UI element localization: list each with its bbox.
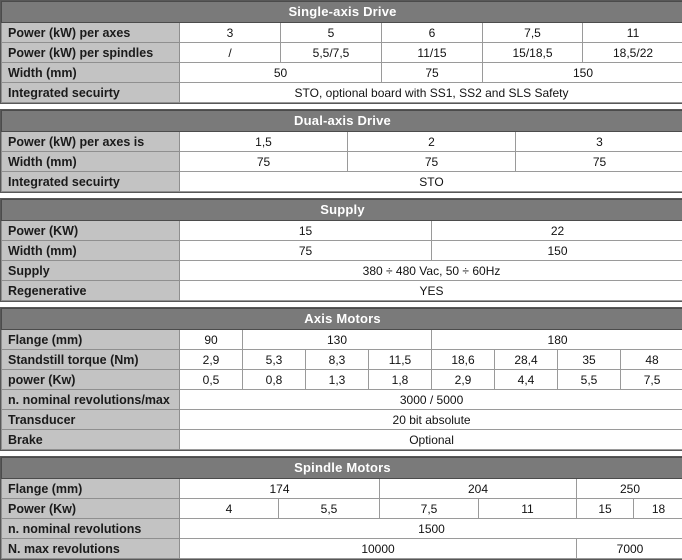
spec-value: 7000 [577,539,682,559]
section-title: Supply [2,200,682,221]
spec-value: 7,5 [483,23,583,43]
spec-value: 8,3 [306,350,369,370]
row-label: Flange (mm) [2,330,180,350]
spec-value: 150 [432,241,682,261]
spec-value: 15 [577,499,634,519]
section-title: Axis Motors [2,309,682,330]
table-row [2,172,682,192]
spec-value: 2,9 [432,370,495,390]
spec-table-supply [1,199,682,301]
section-header-row [2,458,682,479]
spec-value: 2,9 [180,350,243,370]
row-label: Brake [2,430,180,450]
spec-value: 75 [180,241,432,261]
spec-value: 4 [180,499,279,519]
section-header-row [2,2,682,23]
spec-value: 5,5 [558,370,621,390]
spec-value: 48 [621,350,682,370]
spec-value: 1,5 [180,132,348,152]
spec-value: / [180,43,281,63]
row-label: n. nominal revolutions/max [2,390,180,410]
table-row [2,430,682,450]
spec-value: 1,8 [369,370,432,390]
spec-value: Optional [180,430,682,450]
table-row [2,261,682,281]
spec-value: STO, optional board with SS1, SS2 and SLS Safety [180,83,682,103]
spec-value: 380 ÷ 480 Vac, 50 ÷ 60Hz [180,261,682,281]
spec-value: 5,3 [243,350,306,370]
spec-value: 150 [483,63,682,83]
spec-value: 18,5/22 [583,43,682,63]
spec-value: 75 [180,152,348,172]
spec-table-dual-axis-drive [1,110,682,192]
spec-table-spindle-motors [1,457,682,559]
spec-value: 75 [516,152,682,172]
spec-value: 28,4 [495,350,558,370]
spec-value: 0,5 [180,370,243,390]
table-row [2,499,682,519]
spec-value: YES [180,281,682,301]
row-label: Integrated secuirty [2,172,180,192]
spec-value: 22 [432,221,682,241]
spec-value: 130 [243,330,432,350]
spec-value: 18 [634,499,682,519]
section-axis-motors [0,307,682,451]
spec-value: 3000 / 5000 [180,390,682,410]
spec-value: 10000 [180,539,577,559]
row-label: Regenerative [2,281,180,301]
table-row [2,43,682,63]
row-label: Supply [2,261,180,281]
row-label: Power (kW) per axes [2,23,180,43]
row-label: Standstill torque (Nm) [2,350,180,370]
row-label: power (Kw) [2,370,180,390]
spec-value: 18,6 [432,350,495,370]
spec-value: 11 [583,23,682,43]
table-row [2,370,682,390]
spec-value: 1500 [180,519,682,539]
spec-value: 50 [180,63,382,83]
table-row [2,410,682,430]
table-row [2,132,682,152]
spec-value: 5,5/7,5 [281,43,382,63]
section-supply [0,198,682,302]
spec-value: 20 bit absolute [180,410,682,430]
section-header-row [2,111,682,132]
section-title: Spindle Motors [2,458,682,479]
table-row [2,519,682,539]
table-row [2,221,682,241]
spec-value: 3 [516,132,682,152]
row-label: Flange (mm) [2,479,180,499]
row-label: Width (mm) [2,152,180,172]
section-dual-axis-drive [0,109,682,193]
spec-value: 2 [348,132,516,152]
spec-value: 90 [180,330,243,350]
section-title: Dual-axis Drive [2,111,682,132]
row-label: n. nominal revolutions [2,519,180,539]
spec-value: 35 [558,350,621,370]
spec-value: 11/15 [382,43,483,63]
spec-value: 75 [348,152,516,172]
table-row [2,330,682,350]
spec-value: 0,8 [243,370,306,390]
spec-value: 180 [432,330,682,350]
spec-value: 204 [380,479,577,499]
spec-value: 11,5 [369,350,432,370]
spec-value: 7,5 [380,499,479,519]
section-header-row [2,200,682,221]
row-label: N. max revolutions [2,539,180,559]
spec-value: 15 [180,221,432,241]
spec-value: 11 [479,499,577,519]
section-title: Single-axis Drive [2,2,682,23]
spec-value: 6 [382,23,483,43]
spec-value: 3 [180,23,281,43]
table-row [2,23,682,43]
spec-table-axis-motors [1,308,682,450]
spec-value: 250 [577,479,682,499]
spec-value: 4,4 [495,370,558,390]
row-label: Transducer [2,410,180,430]
row-label: Width (mm) [2,241,180,261]
table-row [2,479,682,499]
spec-table-single-axis-drive [1,1,682,103]
spec-value: 15/18,5 [483,43,583,63]
table-row [2,63,682,83]
spec-value: 7,5 [621,370,682,390]
table-row [2,83,682,103]
table-row [2,281,682,301]
row-label: Power (kW) per spindles [2,43,180,63]
section-single-axis-drive [0,0,682,104]
spec-value: STO [180,172,682,192]
spec-value: 5 [281,23,382,43]
table-row [2,350,682,370]
row-label: Power (kW) per axes is [2,132,180,152]
row-label: Width (mm) [2,63,180,83]
row-label: Power (KW) [2,221,180,241]
table-row [2,152,682,172]
section-header-row [2,309,682,330]
spec-value: 1,3 [306,370,369,390]
spec-value: 75 [382,63,483,83]
spec-value: 174 [180,479,380,499]
table-row [2,539,682,559]
table-row [2,241,682,261]
row-label: Integrated secuirty [2,83,180,103]
row-label: Power (Kw) [2,499,180,519]
section-spindle-motors [0,456,682,560]
table-row [2,390,682,410]
spec-value: 5,5 [279,499,380,519]
